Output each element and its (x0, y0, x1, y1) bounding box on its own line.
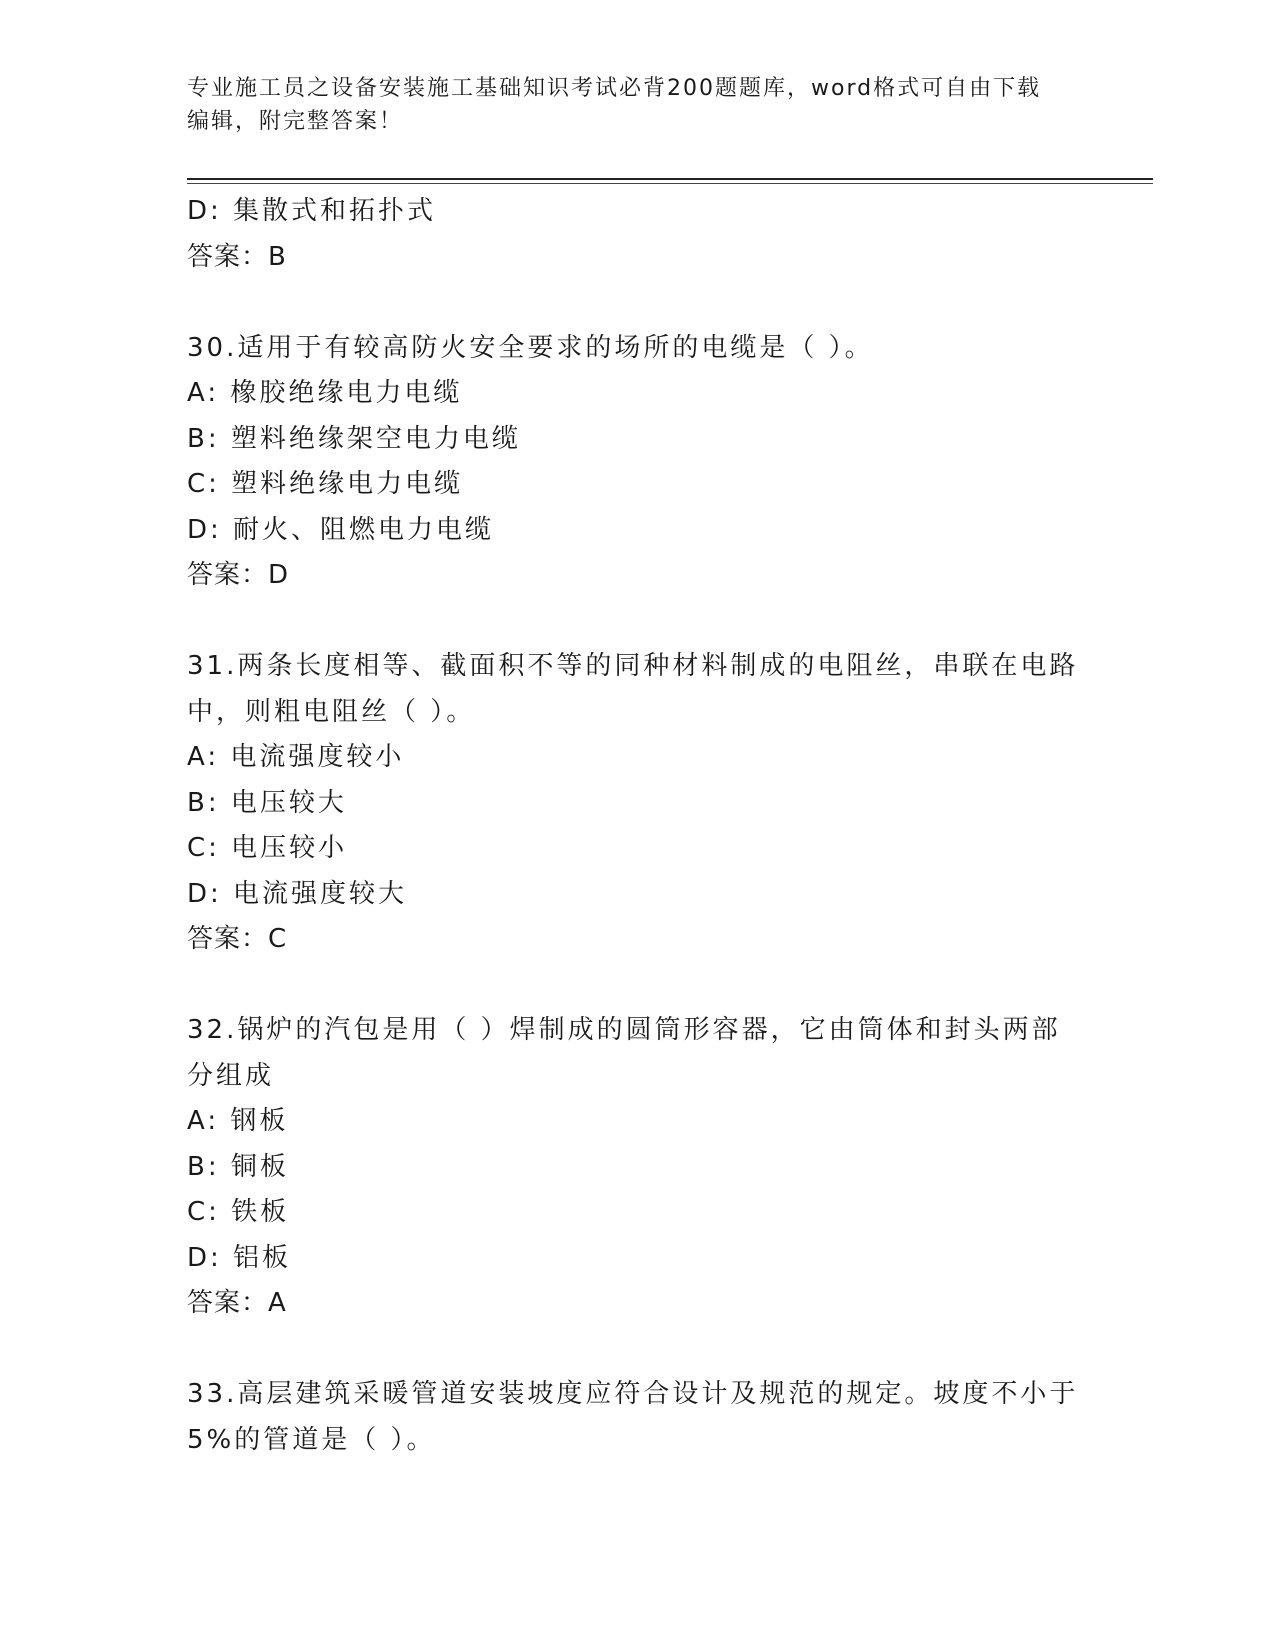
answer: 答案：D (187, 560, 290, 590)
spacer (187, 1327, 1087, 1373)
question-text: 30.适用于有较高防火安全要求的场所的电缆是（ ）。 (187, 332, 874, 363)
answer: 答案：C (187, 924, 288, 954)
spacer (187, 963, 1087, 1009)
option-c: C: 铁板 (187, 1197, 290, 1227)
question-text-cont: 5%的管道是（ ）。 (187, 1424, 436, 1455)
option-d: D: 铝板 (187, 1242, 292, 1273)
header-divider-thin (187, 183, 1153, 184)
question-text: 32.锅炉的汽包是用（ ）焊制成的圆筒形容器，它由筒体和封头两部 (187, 1015, 1061, 1045)
question-30 (187, 326, 1087, 599)
option-b: B: 铜板 (187, 1151, 289, 1182)
question-text: 31.两条长度相等、截面积不等的同种材料制成的电阻丝，串联在电路 (187, 651, 1079, 681)
page-header (187, 72, 1087, 138)
question-text-cont: 中，则粗电阻丝（ ）。 (187, 696, 476, 727)
option-d: D: 电流强度较大 (187, 878, 408, 909)
option-c: C: 电压较小 (187, 833, 348, 863)
answer: 答案：A (187, 1288, 287, 1318)
header-title-line1: 专业施工员之设备安装施工基础知识考试必背200题题库，word格式可自由下载 (187, 76, 1042, 101)
question-32 (187, 1008, 1087, 1327)
option-b: B: 电压较大 (187, 787, 347, 818)
option-b: B: 塑料绝缘架空电力电缆 (187, 423, 521, 454)
question-31 (187, 644, 1087, 963)
option-a: A: 橡胶绝缘电力电缆 (187, 378, 463, 408)
question-text: 33.高层建筑采暖管道安装坡度应符合设计及规范的规定。坡度不小于 (187, 1379, 1079, 1409)
option-d: D: 集散式和拓扑式 (187, 196, 437, 226)
header-title-line2: 编辑，附完整答案！ (187, 109, 404, 134)
question-text-cont: 分组成 (187, 1060, 275, 1091)
option-d: D: 耐火、阻燃电力电缆 (187, 514, 495, 545)
question-33 (187, 1372, 1087, 1463)
spacer (187, 280, 1087, 326)
option-c: C: 塑料绝缘电力电缆 (187, 469, 464, 499)
header-divider (187, 178, 1153, 180)
question-list (187, 189, 1087, 1463)
answer: 答案：B (187, 241, 287, 272)
option-a: A: 钢板 (187, 1106, 289, 1136)
spacer (187, 599, 1087, 645)
option-a: A: 电流强度较小 (187, 742, 405, 772)
